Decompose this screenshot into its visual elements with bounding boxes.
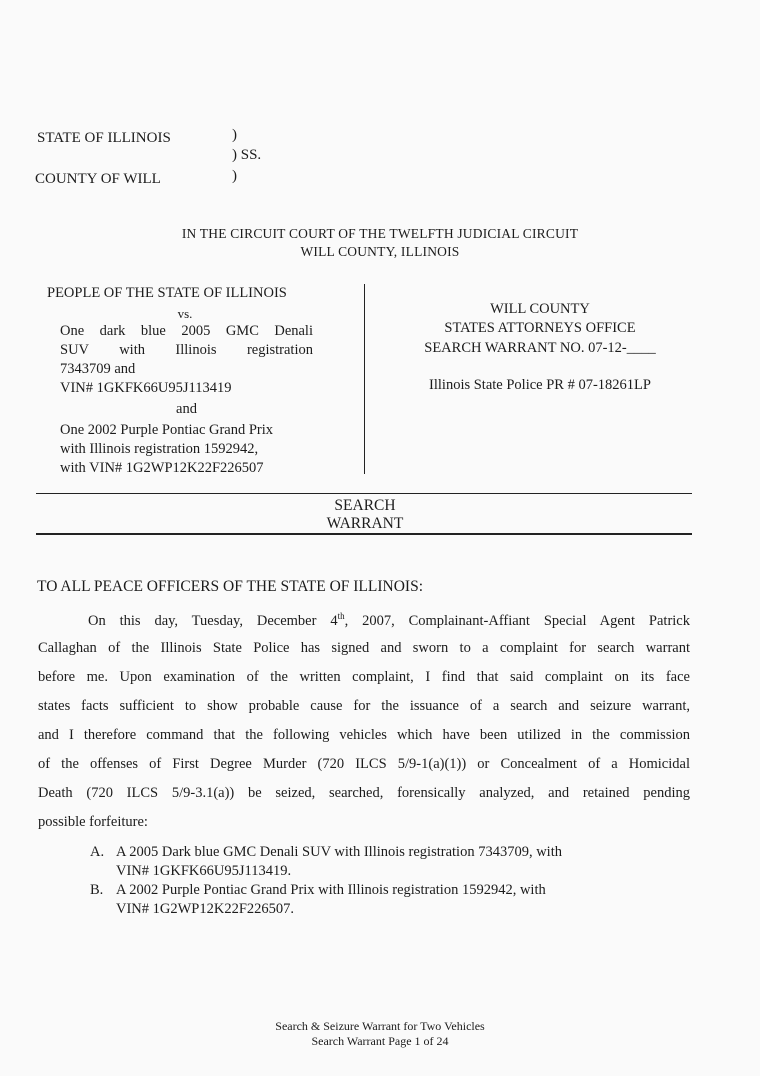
venue-county: COUNTY OF WILL (35, 171, 161, 187)
caption-and: and (176, 401, 197, 417)
body-line-5: and I therefore command that the following vehicles which have been utilized in the commission (38, 727, 690, 743)
body-line-8: possible forfeiture: (38, 814, 148, 830)
item-a-line1: A 2005 Dark blue GMC Denali SUV with Illinois registration 7343709, with (116, 844, 562, 860)
caption-office-line1: WILL COUNTY (490, 301, 590, 317)
caption-vehicle2-vin: with VIN# 1G2WP12K22F226507 (60, 460, 264, 476)
caption-vehicle2-line1: One 2002 Purple Pontiac Grand Prix (60, 422, 274, 438)
title-top-rule (36, 493, 692, 494)
body-line-1: On this day, Tuesday, December 4th, 2007, Complainant-Affiant Special Agent Patrick (88, 611, 690, 629)
body-line-2: Callaghan of the Illinois State Police has signed and sworn to a complaint for search warrant (38, 640, 690, 656)
venue-ss: ) SS. (232, 147, 262, 163)
caption-vehicle1-line2: SUV with Illinois registration (60, 342, 313, 358)
venue-paren-3: ) (232, 168, 237, 184)
venue-paren-1: ) (232, 127, 237, 143)
caption-office-line2: STATES ATTORNEYS OFFICE (444, 320, 636, 336)
body-line-3: before me. Upon examination of the written complaint, I find that said complaint on its face (38, 669, 690, 685)
caption-vehicle1-vin: VIN# 1GKFK66U95J113419 (60, 380, 232, 396)
body-line-4: states facts sufficient to show probable cause for the issuance of a search and seizure warrant, (38, 698, 690, 714)
title-bottom-rule (36, 533, 692, 535)
caption-police-report: Illinois State Police PR # 07-18261LP (429, 377, 651, 393)
caption-vehicle1-line3: 7343709 and (60, 361, 136, 377)
venue-state: STATE OF ILLINOIS (37, 130, 171, 146)
caption-warrant-number: SEARCH WARRANT NO. 07-12-____ (424, 340, 656, 356)
caption-vehicle2-line2: with Illinois registration 1592942, (60, 441, 259, 457)
footer-page-number: Search Warrant Page 1 of 24 (311, 1034, 449, 1048)
body-line-7: Death (720 ILCS 5/9-3.1(a)) be seized, searched, forensically analyzed, and retained pending (38, 785, 690, 801)
court-county: WILL COUNTY, ILLINOIS (300, 244, 460, 259)
item-b-marker: B. (90, 882, 104, 898)
body-line-6: of the offenses of First Degree Murder (720 ILCS 5/9-1(a)(1)) or Concealment of a Homicidal (38, 756, 690, 772)
caption-vehicle1-line1: One dark blue 2005 GMC Denali (60, 323, 313, 339)
address-line: TO ALL PEACE OFFICERS OF THE STATE OF ILLINOIS: (37, 578, 424, 595)
footer-title: Search & Seizure Warrant for Two Vehicles (275, 1019, 485, 1033)
title-search: SEARCH (334, 497, 396, 514)
caption-plaintiff: PEOPLE OF THE STATE OF ILLINOIS (47, 285, 287, 301)
item-a-marker: A. (90, 844, 105, 860)
item-b-line1: A 2002 Purple Pontiac Grand Prix with Illinois registration 1592942, with (116, 882, 546, 898)
title-warrant: WARRANT (326, 515, 404, 532)
court-name: IN THE CIRCUIT COURT OF THE TWELFTH JUDICIAL CIRCUIT (181, 226, 579, 241)
item-a-line2: VIN# 1GKFK66U95J113419. (116, 863, 292, 879)
item-b-line2: VIN# 1G2WP12K22F226507. (116, 901, 295, 917)
caption-divider (364, 284, 365, 474)
caption-vs: vs. (177, 306, 193, 321)
